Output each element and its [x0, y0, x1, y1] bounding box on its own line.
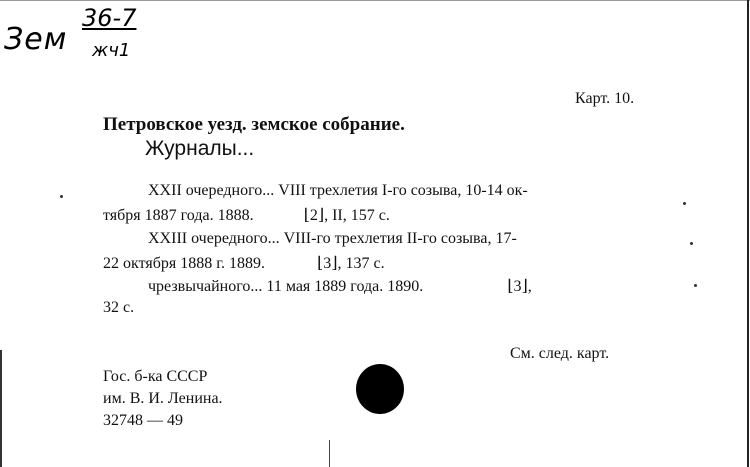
- see-next-card: См. след. карт.: [510, 345, 610, 362]
- handwritten-sub: жч1: [92, 40, 131, 61]
- handwritten-code: Зем: [4, 22, 68, 57]
- entry-2-line-2: [103, 253, 385, 273]
- entry-3-punct: ,: [527, 278, 532, 295]
- card-number: Карт. 10.: [575, 90, 635, 107]
- entry-2-volume: 3: [323, 255, 332, 272]
- entry-1-volume: 2: [309, 207, 318, 224]
- entry-3-line-1: [148, 276, 532, 296]
- card-right-edge: [747, 0, 749, 467]
- entry-3-line-2: 32 с.: [103, 299, 135, 316]
- entry-2-publication: 22 октября 1888 г. 1889.: [103, 255, 265, 272]
- library-line-3: 32748 — 49: [103, 412, 183, 429]
- speck: [690, 242, 693, 245]
- library-stamp-text: [103, 366, 223, 432]
- entry-2-pages: , 137 с.: [337, 255, 385, 272]
- entry-1-line-1: XXII очередного... VIII трехлетия I-го созыва, 10-14 ок-: [148, 182, 528, 199]
- card-top-edge: [0, 0, 750, 1]
- card-bottom-mark: [329, 440, 330, 467]
- entry-3-publication: чрезвычайного... 11 мая 1889 года. 1890.: [148, 278, 424, 295]
- card-title: Петровское уезд. земское собрание.: [103, 114, 405, 135]
- punch-hole: [356, 364, 404, 414]
- entry-1-volume-bracket: ⌊2⌋: [303, 207, 325, 224]
- card-left-edge: [0, 350, 2, 467]
- speck: [60, 195, 63, 198]
- entry-1-pages: , II, 157 с.: [324, 207, 390, 224]
- entry-1-line-2: [103, 205, 390, 225]
- entry-3-volume: 3: [513, 278, 522, 295]
- entry-2-line-1: XXIII очередного... VIII-го трехлетия II-го созыва, 17-: [148, 230, 517, 247]
- speck: [683, 202, 686, 205]
- entry-1-publication: тября 1887 года. 1888.: [103, 207, 254, 224]
- card-subtitle: Журналы...: [145, 137, 255, 160]
- speck: [694, 284, 697, 287]
- library-line-1: Гос. б-ка СССР: [103, 368, 208, 385]
- entry-2-volume-bracket: ⌊3⌋: [316, 255, 338, 272]
- handwritten-number: 36-7: [82, 4, 137, 32]
- library-line-2: им. В. И. Ленина.: [103, 390, 223, 407]
- entry-3-volume-bracket: ⌊3⌋: [507, 278, 528, 295]
